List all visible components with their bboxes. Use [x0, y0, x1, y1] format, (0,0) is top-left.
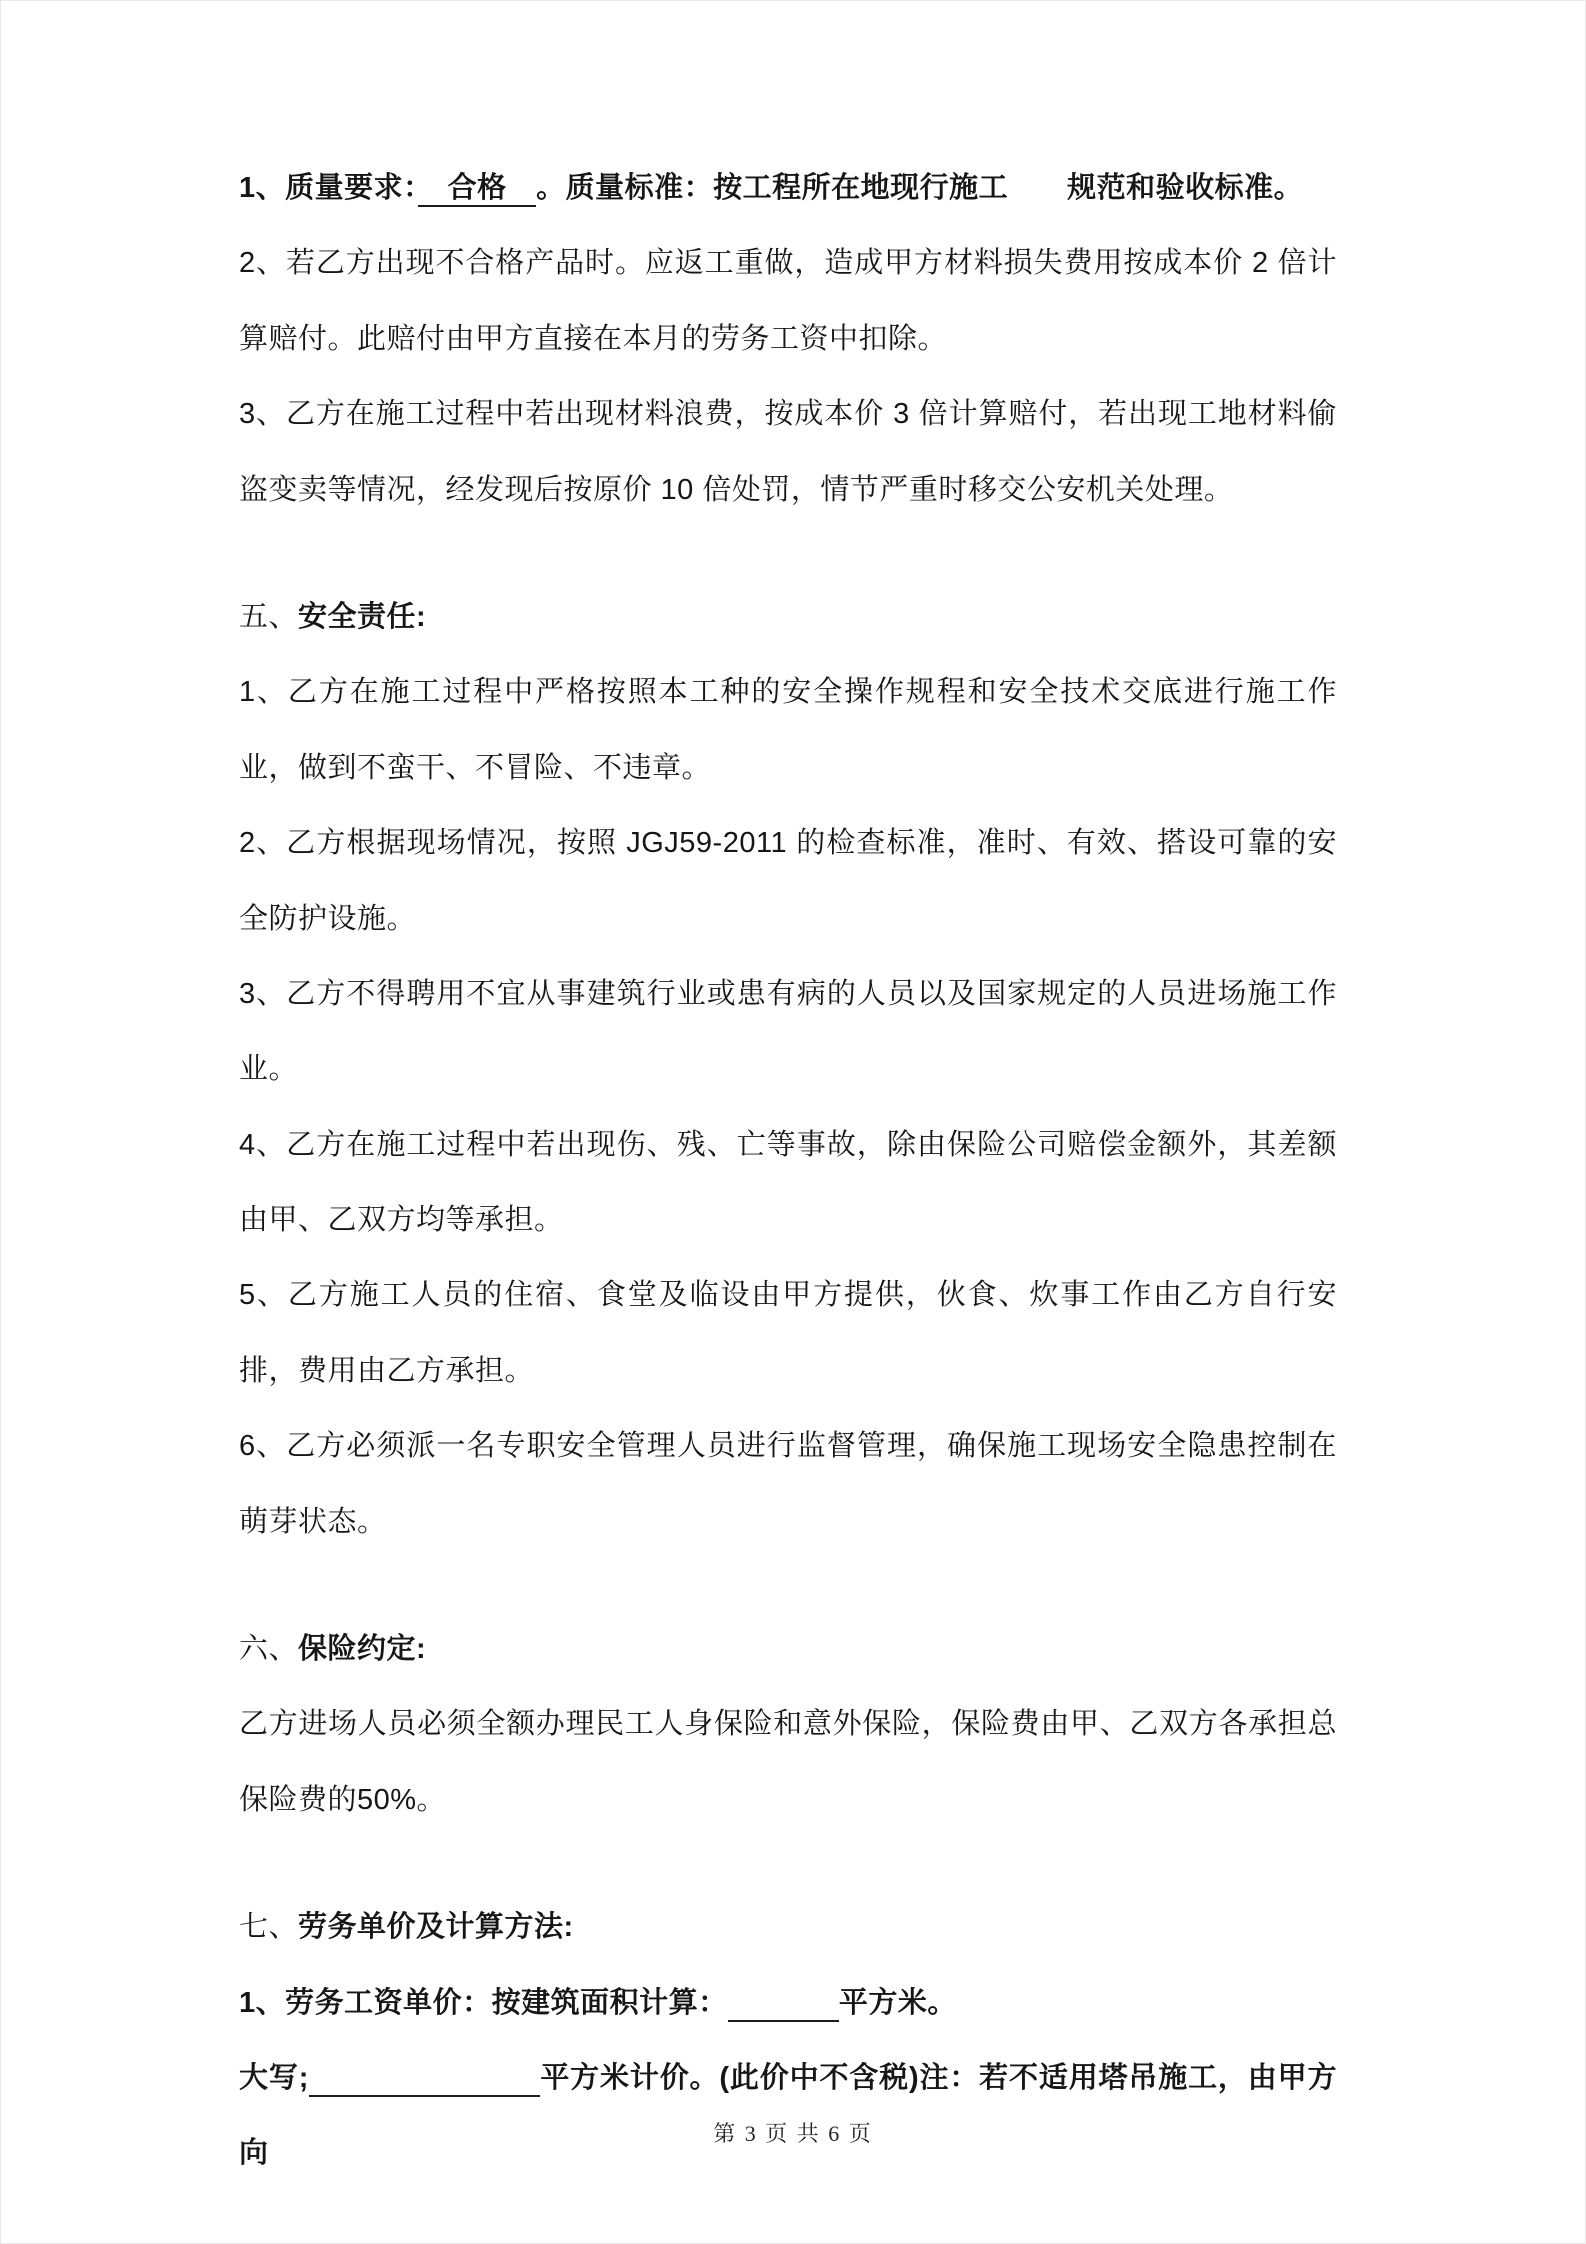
safety-clause-4 — [239, 1108, 1337, 1259]
text-segment: 4、乙方在施工过程中若出现伤、残、亡等事故，除由保险公司赔偿金额外，其差额由甲、乙双方均等承担。 — [239, 1128, 1337, 1237]
safety-clause-1 — [239, 655, 1337, 806]
text-segment: 2、若乙方出现不合格产品时。应返工重做，造成甲方材料损失费用按成本价 2 倍计算赔付。此赔付由甲方直接在本月的劳务工资中扣除。 — [239, 247, 1337, 355]
text-segment: 安全责任: — [298, 600, 427, 633]
text-segment: 1、质量要求： — [239, 172, 419, 204]
text-segment: 六、 — [239, 1633, 299, 1666]
text-segment: 6、乙方必须派一名专职安全管理人员进行监督管理，确保施工现场安全隐患控制在萌芽状态。 — [239, 1430, 1337, 1538]
text-segment: 保险约定: — [298, 1633, 427, 1666]
text-segment: 平方米。 — [838, 1986, 957, 2019]
text-segment: 5、乙方施工人员的住宿、食堂及临设由甲方提供，伙食、炊事工作由乙方自行安排，费用由乙方承担。 — [239, 1279, 1337, 1387]
text-segment: 。质量标准：按工程所在地现行施工 规范和验收标准。 — [536, 172, 1304, 204]
clause-material-waste — [239, 377, 1337, 528]
clause-quality-requirement — [239, 151, 1337, 226]
insurance-clause — [239, 1687, 1337, 1838]
blank-underline: 合格 — [418, 172, 536, 207]
text-segment: 七、 — [239, 1911, 299, 1944]
safety-clause-5 — [239, 1258, 1337, 1409]
safety-clause-2 — [239, 806, 1337, 957]
section-heading-labor-price — [239, 1890, 1337, 1965]
text-segment: 平方米计价。(此价中不含税)注：若不适用塔吊施工，由甲方向 — [239, 2061, 1337, 2170]
blank-underline — [309, 2062, 540, 2097]
clause-rework-compensation — [239, 226, 1337, 377]
text-segment: 3、乙方不得聘用不宜从事建筑行业或患有病的人员以及国家规定的人员进场施工作业。 — [239, 977, 1337, 1086]
text-segment: 2、乙方根据现场情况，按照 JGJ59-2011 的检查标准，准时、有效、搭设可靠的安全防护设施。 — [239, 827, 1337, 935]
page-footer: 第 3 页 共 6 页 — [713, 2121, 873, 2146]
text-segment: 大写; — [239, 2061, 309, 2094]
blank-underline — [728, 1987, 839, 2022]
labor-price-clause-1 — [239, 1966, 1337, 2041]
text-segment: 劳务单价及计算方法: — [298, 1911, 574, 1944]
document-content — [239, 151, 1337, 2192]
text-segment: 乙方进场人员必须全额办理民工人身保险和意外保险，保险费由甲、乙双方各承担总保险费的50%。 — [239, 1708, 1337, 1816]
text-segment: 1、乙方在施工过程中严格按照本工种的安全操作规程和安全技术交底进行施工作业，做到不蛮干、不冒险、不违章。 — [239, 676, 1337, 784]
section-heading-safety — [239, 580, 1337, 655]
section-heading-insurance — [239, 1612, 1337, 1687]
safety-clause-3 — [239, 957, 1337, 1108]
text-segment: 五、 — [239, 600, 299, 633]
text-segment: 3、乙方在施工过程中若出现材料浪费，按成本价 3 倍计算赔付，若出现工地材料偷盗变卖等情况，经发现后按原价 10 倍处罚，情节严重时移交公安机关处理。 — [239, 398, 1337, 506]
safety-clause-6 — [239, 1409, 1337, 1560]
text-segment: 1、劳务工资单价：按建筑面积计算： — [239, 1986, 728, 2019]
